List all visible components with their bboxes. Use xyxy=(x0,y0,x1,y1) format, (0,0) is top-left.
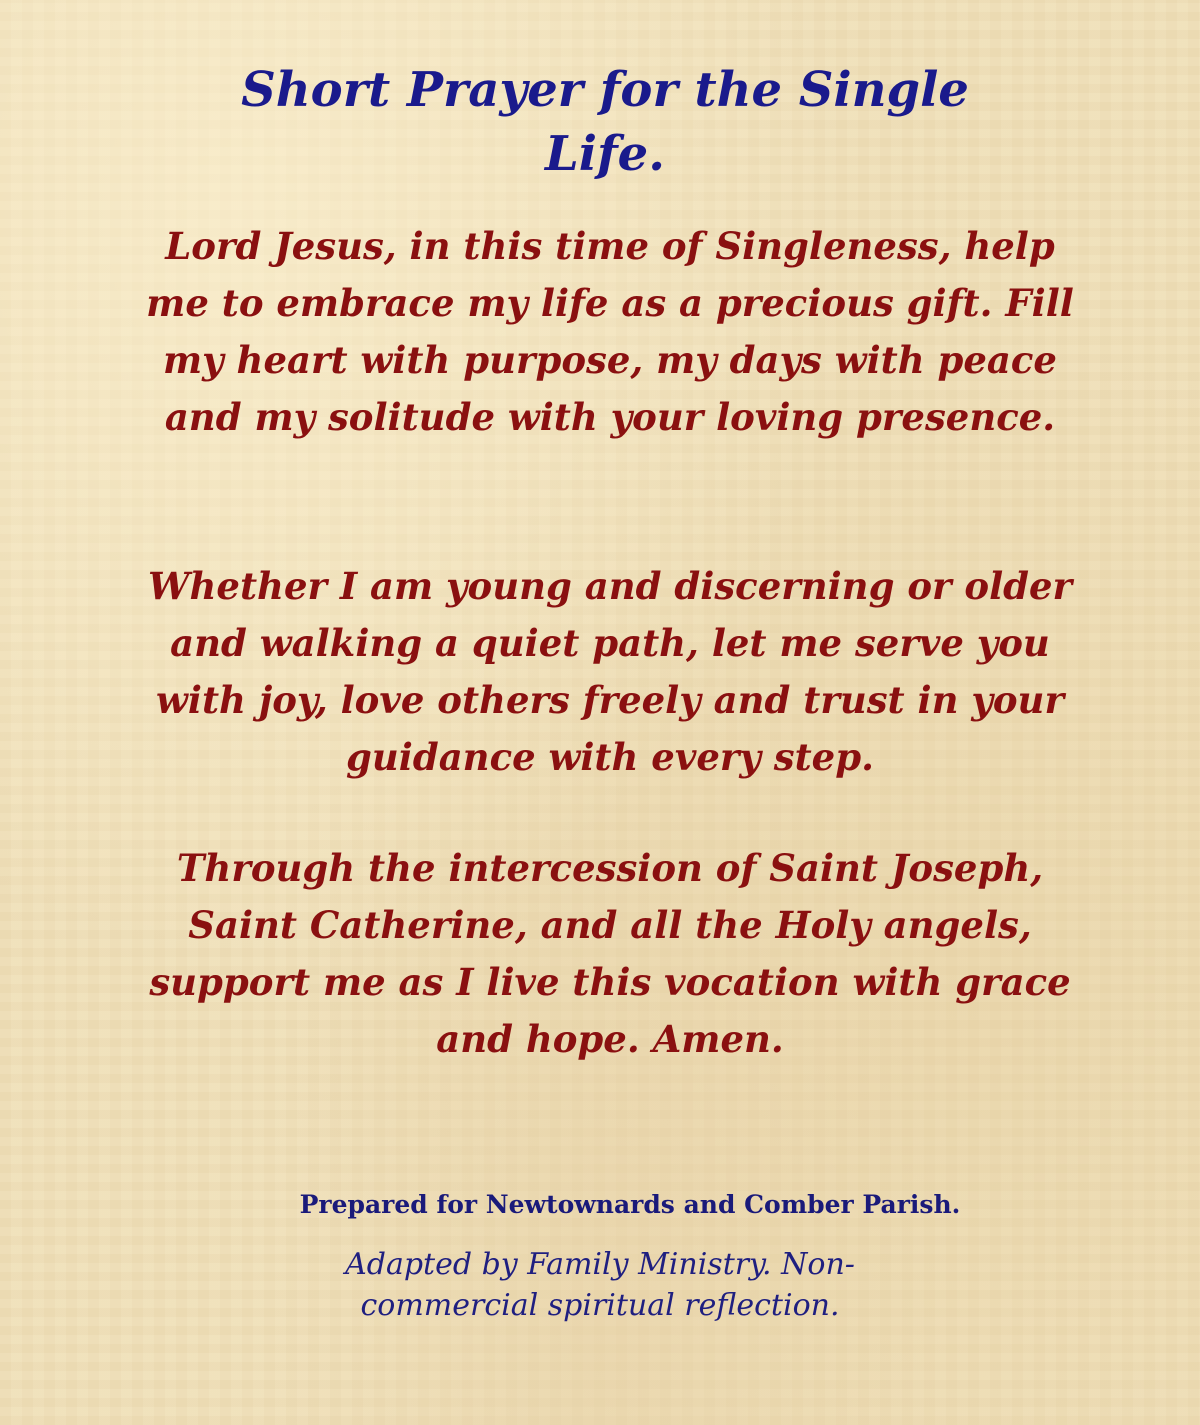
adapted-by-note: Adapted by Family Ministry. Non- commercial spiritual reflection. xyxy=(345,1247,855,1323)
prayer-paragraph-1: Lord Jesus, in this time of Singleness, help me to embrace my life as a precious gift. Fill my heart with purpose, my days with peace and my solitude with your loving presence. xyxy=(146,224,1074,439)
prepared-for-note: Prepared for Newtownards and Comber Parish. xyxy=(299,1190,961,1219)
page-title: Short Prayer for the Single Life. xyxy=(241,62,969,182)
prayer-paragraph-3: Through the intercession of Saint Joseph, Saint Catherine, and all the Holy angels, support me as I live this vocation with grace and hope. Amen. xyxy=(149,846,1071,1061)
prayer-paragraph-2: Whether I am young and discerning or older and walking a quiet path, let me serve you with joy, love others freely and trust in your guidance with every step. xyxy=(147,564,1073,779)
